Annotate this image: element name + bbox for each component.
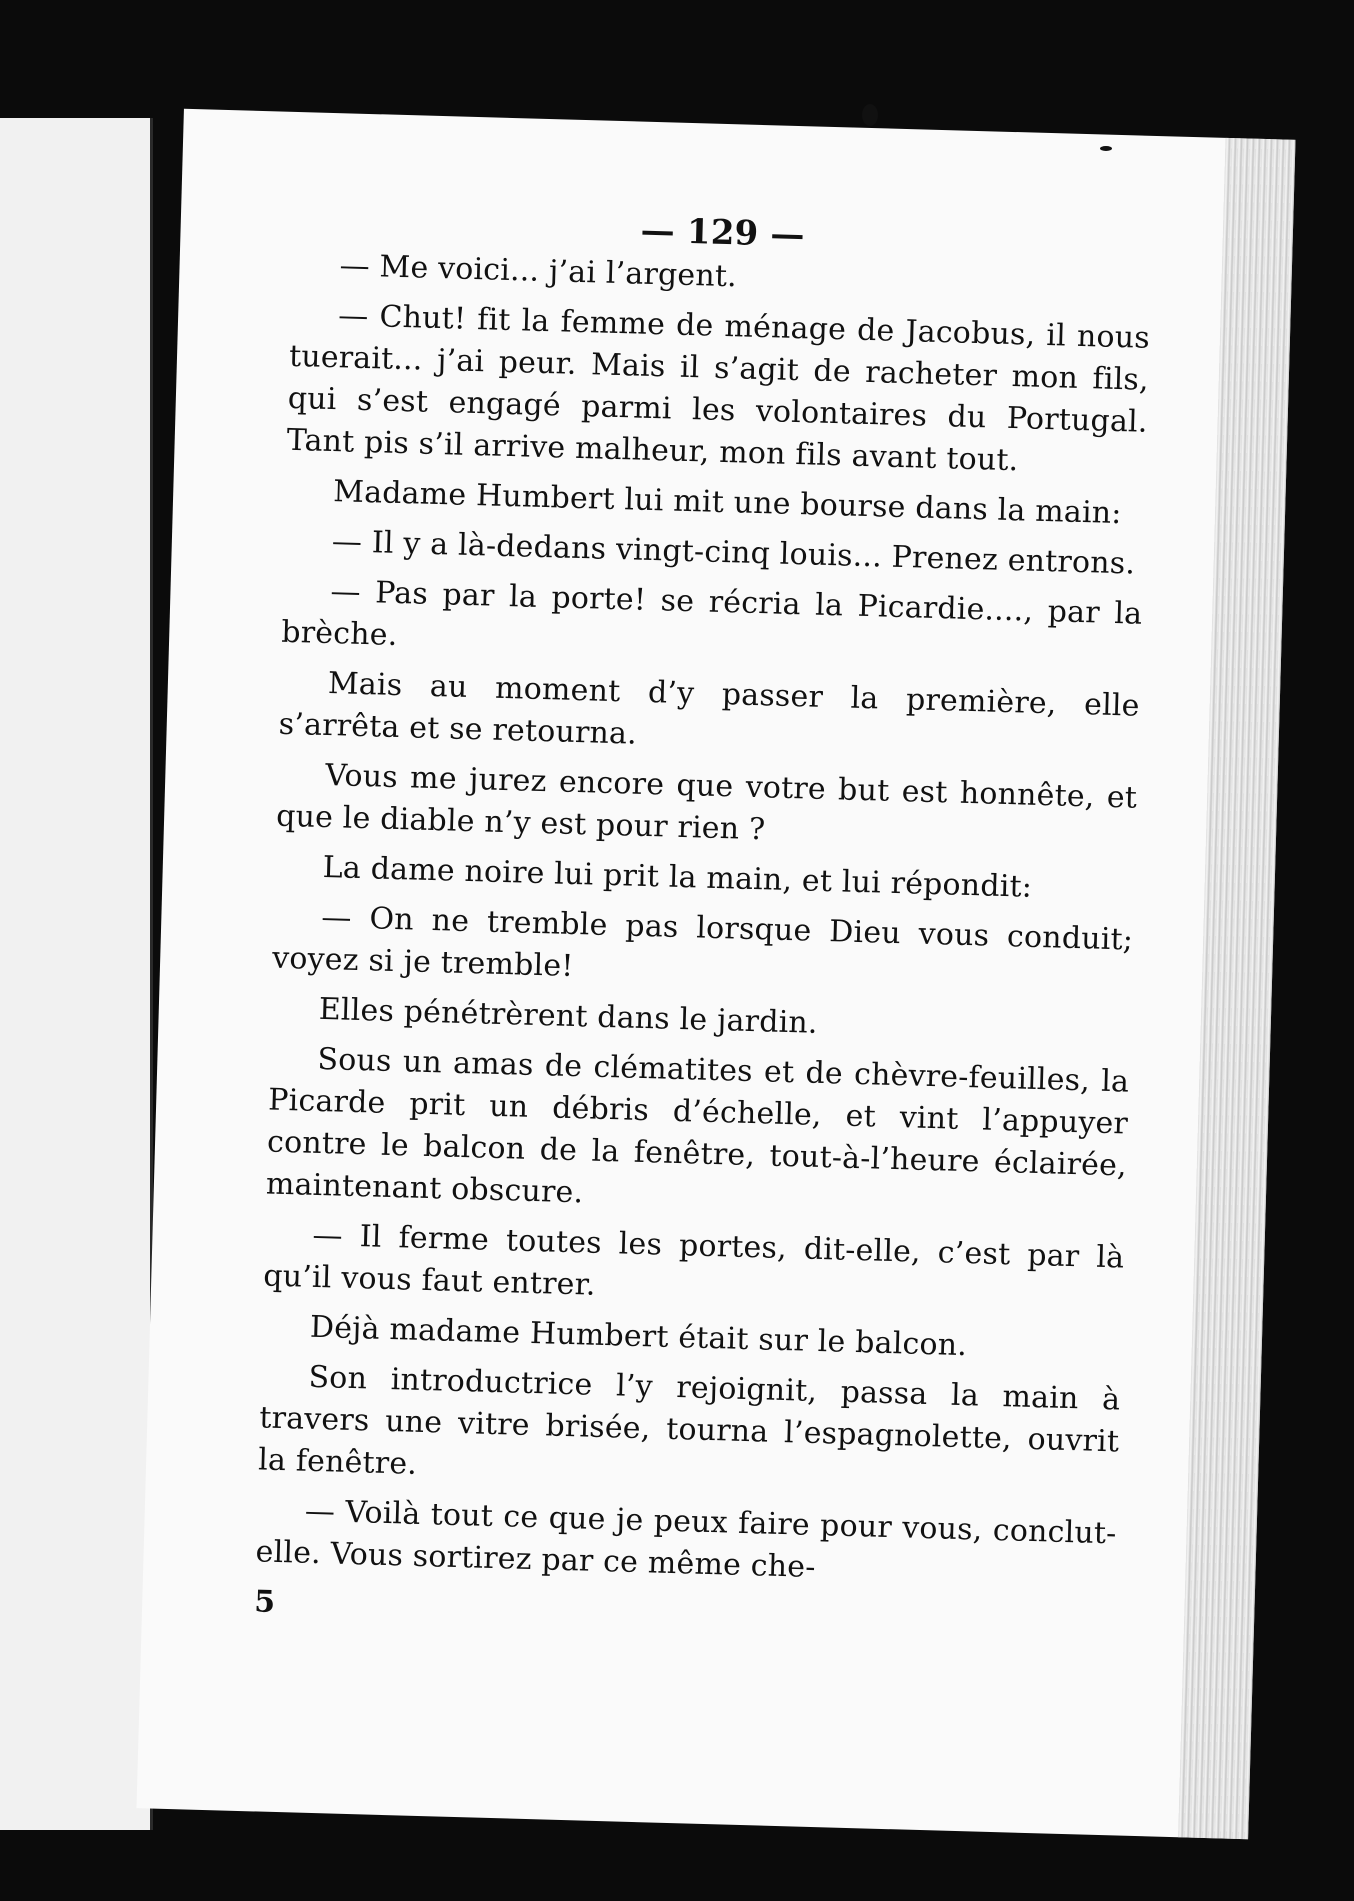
book-page — [136, 109, 1295, 1839]
paragraph: — Chut! fit la femme de ménage de Jacobus, il nous tuerait... j’ai peur. Mais il s’agit de racheter mon fils, qui s’est engagé parmi les volontaires du Portugal. Tant pis s’il arrive malheur, mon fils avant tout. — [286, 298, 1151, 479]
paragraph: Madame Humbert lui mit une bourse dans la main: — [332, 474, 1123, 532]
paragraph: Déjà madame Humbert était sur le balcon. — [309, 1309, 968, 1364]
paragraph: Son introductrice l’y rejoignit, passa la main à travers une vitre brisée, tourna l’espagnolette, ouvrit la fenêtre. — [257, 1359, 1121, 1482]
paragraph: Sous un amas de clématites et de chèvre-feuilles, la Picarde prit un débris d’échelle, et vint l’appuyer contre le balcon de la fenêtre, tout-à-l’heure éclairée, maintenant obscure. — [265, 1041, 1130, 1211]
paragraph: — Pas par la porte! se récria la Picardie...., par la brèche. — [280, 574, 1143, 653]
paragraph: — Voilà tout ce que je peux faire pour vous, conclut-elle. Vous sortirez par ce même che- — [255, 1493, 1118, 1586]
page-content — [254, 200, 1153, 1647]
signature-mark: 5 — [253, 1584, 276, 1620]
paragraph: Mais au moment d’y passer la première, elle s’arrêta et se retourna. — [278, 666, 1141, 752]
paragraph: Vous me jurez encore que votre but est honnête, et que le diable n’y est pour rien ? — [275, 758, 1138, 848]
paragraph: La dame noire lui prit la main, et lui répondit: — [322, 849, 1033, 905]
ink-speck — [862, 104, 878, 126]
ink-speck — [1100, 146, 1112, 151]
page-number: — 129 — — [640, 210, 806, 256]
paragraph: Elles pénétrèrent dans le jardin. — [318, 991, 819, 1041]
page-stack-edge — [1178, 138, 1295, 1839]
paragraph: — Me voici... j’ai l’argent. — [339, 248, 738, 295]
paragraph: — Il y a là-dedans vingt-cinq louis... Prenez entrons. — [331, 524, 1136, 582]
paragraph: — On ne tremble pas lorsque Dieu vous conduit; voyez si je tremble! — [271, 899, 1134, 985]
paragraph: — Il ferme toutes les portes, dit-elle, c’est par là qu’il vous faut entrer. — [262, 1217, 1125, 1303]
facing-page-edge — [0, 118, 153, 1830]
